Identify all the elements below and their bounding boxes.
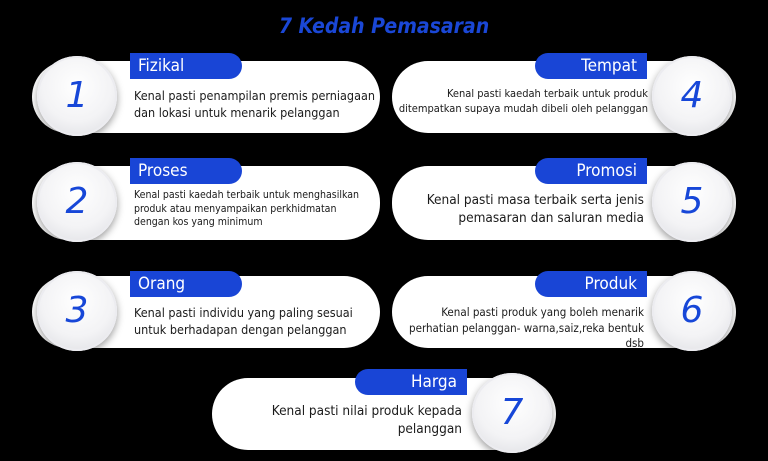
description-tempat: Kenal pasti kaedah terbaik untuk produk ditempatkan supaya mudah dibeli oleh pelanggan bbox=[398, 87, 648, 115]
number-circle-6 bbox=[652, 271, 732, 351]
number-circle-7 bbox=[472, 373, 552, 453]
number-circle-4 bbox=[652, 56, 732, 136]
description-fizikal: Kenal pasti penampilan premis perniagaan dan lokasi untuk menarik pelanggan bbox=[134, 88, 375, 120]
number-4: 4 bbox=[680, 75, 704, 116]
label-produk: Produk bbox=[535, 271, 647, 297]
label-fizikal: Fizikal bbox=[130, 53, 242, 79]
label-promosi: Promosi bbox=[535, 158, 647, 184]
number-2: 2 bbox=[65, 181, 89, 222]
number-6: 6 bbox=[680, 290, 704, 331]
number-5: 5 bbox=[680, 181, 704, 222]
label-proses: Proses bbox=[130, 158, 242, 184]
label-orang: Orang bbox=[130, 271, 242, 297]
number-circle-2 bbox=[37, 162, 117, 242]
description-promosi: Kenal pasti masa terbaik serta jenis pemasaran dan saluran media bbox=[426, 192, 644, 227]
number-circle-5 bbox=[652, 162, 732, 242]
page-title: 7 Kedah Pemasaran bbox=[278, 14, 490, 38]
description-proses: Kenal pasti kaedah terbaik untuk menghasilkan produk atau menyampaikan perkhidmatan dengan kos yang minimum bbox=[134, 189, 360, 229]
description-harga: Kenal pasti nilai produk kepada pelanggan bbox=[271, 403, 462, 438]
label-tempat: Tempat bbox=[535, 53, 647, 79]
number-circle-1 bbox=[37, 56, 117, 136]
label-harga: Harga bbox=[355, 369, 467, 395]
number-3: 3 bbox=[65, 290, 89, 331]
description-orang: Kenal pasti individu yang paling sesuai untuk berhadapan dengan pelanggan bbox=[134, 305, 353, 337]
number-7: 7 bbox=[500, 392, 524, 433]
number-1: 1 bbox=[65, 75, 89, 116]
description-produk: Kenal pasti produk yang boleh menarik perhatian pelanggan- warna,saiz,reka bentuk dsb bbox=[409, 305, 644, 351]
number-circle-3 bbox=[37, 271, 117, 351]
